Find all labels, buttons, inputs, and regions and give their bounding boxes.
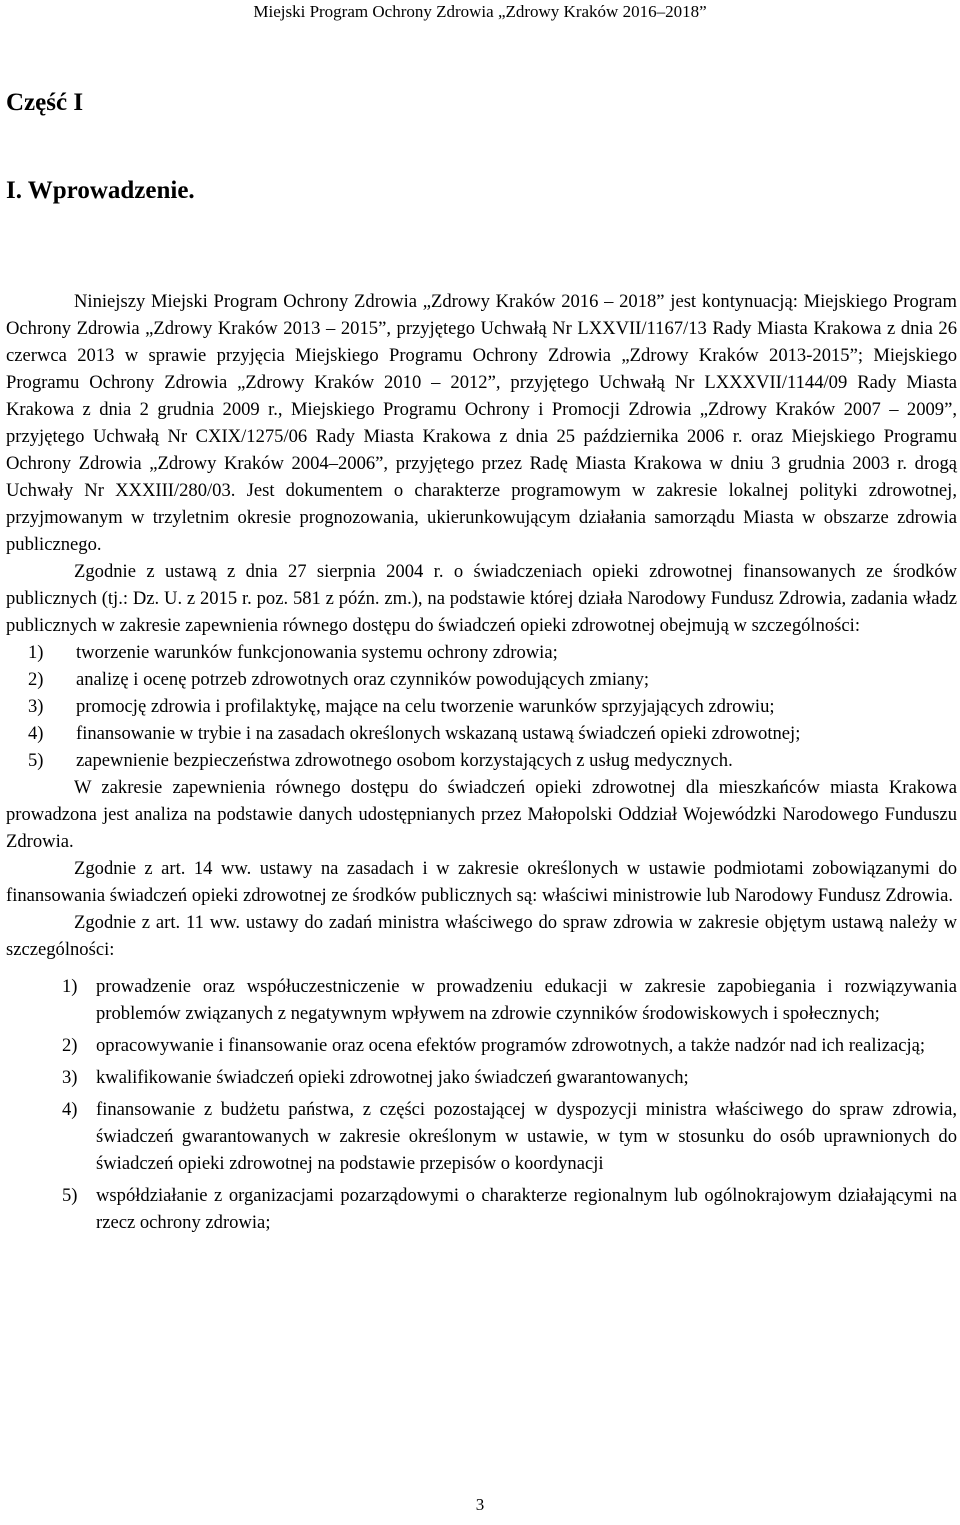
list-item-number: 1) — [62, 976, 78, 997]
list-item-text: współdziałanie z organizacjami pozarządowymi o charakterze regionalnym lub ogólnokrajowym działającymi na rzecz ochrony zdrowia; — [96, 1185, 957, 1233]
list-item-number: 1) — [28, 642, 44, 663]
list-item-number: 3) — [62, 1067, 78, 1088]
intro-paragraph-1: Niniejszy Miejski Program Ochrony Zdrowia „Zdrowy Kraków 2016 – 2018” jest kontynuacją: Miejskiego Program Ochrony Zdrowia „Zdrowy Kraków 2013 – 2015”, przyjętego Uchwałą Nr LXXVII/1167/13 Rady Miasta Krakowa z dnia 26 czerwca 2013 w sprawie przyjęcia Miejskiego Programu Ochrony Zdrowia „Zdrowy Kraków 2013-2015”; Miejskiego Programu Ochrony Zdrowia „Zdrowy Kraków 2010 – 2012”, przyjętego Uchwałą Nr LXXXVII/1144/09 Rady Miasta Krakowa z dnia 2 grudnia 2009 r., Miejskiego Programu Ochrony i Promocji Zdrowia „Zdrowy Kraków 2007 – 2009”, przyjętego Uchwałą Nr CXIX/1275/06 Rady Miasta Krakowa z dnia 25 października 2006 r. oraz Miejskiego Programu Ochrony Zdrowia „Zdrowy Kraków 2004–2006”, przyjętego przez Radę Miasta Krakowa w dniu 3 grudnia 2003 r. drogą Uchwały Nr XXXIII/280/03. Jest dokumentem o charakterze programowym w zakresie lokalnej polityki zdrowotnej, przyjmowanym w trzyletnim okresie prognozowania, ukierunkowującym działania samorządu Miasta w obszarze zdrowia publicznego. — [6, 291, 957, 555]
minister-tasks-list — [6, 973, 957, 1236]
list-item-text: analizę i ocenę potrzeb zdrowotnych oraz czynników powodujących zmiany; — [76, 669, 650, 690]
list-item-text: kwalifikowanie świadczeń opieki zdrowotnej jako świadczeń gwarantowanych; — [96, 1067, 689, 1088]
paragraph-art-11: Zgodnie z art. 11 ww. ustawy do zadań ministra właściwego do spraw zdrowia w zakresie objętym ustawą należy w szczególności: — [6, 912, 957, 960]
body-text — [6, 288, 957, 1241]
list-item — [6, 720, 957, 747]
list-item — [6, 666, 957, 693]
paragraph-art-14: Zgodnie z art. 14 ww. ustawy na zasadach i w zakresie określonych w ustawie podmiotami zobowiązanymi do finansowania świadczeń opieki zdrowotnej ze środków publicznych są: właściwi ministrowie lub Narodowy Fundusz Zdrowia. — [6, 858, 957, 906]
list-item — [6, 693, 957, 720]
list-item — [6, 1064, 957, 1091]
list-item-number: 5) — [28, 750, 44, 771]
list-item-text: opracowywanie i finansowanie oraz ocena efektów programów zdrowotnych, a także nadzór nad ich realizacją; — [96, 1035, 926, 1056]
public-authority-tasks-list — [6, 639, 957, 774]
list-item-number: 5) — [62, 1185, 78, 1206]
list-item-number: 3) — [28, 696, 44, 717]
list-item-text: finansowanie z budżetu państwa, z części pozostającej w dyspozycji ministra właściwego do spraw zdrowia, świadczeń gwarantowanych w zakresie określonym w ustawie, w tym w stosunku do osób uprawnionych do świadczeń opieki zdrowotnej na podstawie przepisów o koordynacji — [96, 1099, 957, 1174]
list-item — [6, 639, 957, 666]
paragraph-equal-access: W zakresie zapewnienia równego dostępu do świadczeń opieki zdrowotnej dla mieszkańców miasta Krakowa prowadzona jest analiza na podstawie danych udostępnianych przez Małopolski Oddział Wojewódzki Narodowego Funduszu Zdrowia. — [6, 777, 957, 852]
list-item — [6, 1182, 957, 1236]
list-item-text: promocję zdrowia i profilaktykę, mające na celu tworzenie warunków sprzyjających zdrowiu; — [76, 696, 775, 717]
list-item-text: zapewnienie bezpieczeństwa zdrowotnego osobom korzystających z usług medycznych. — [76, 750, 733, 771]
list-item — [6, 747, 957, 774]
page-number: 3 — [475, 1495, 485, 1514]
section-heading: I. Wprowadzenie. — [6, 177, 195, 204]
list-item-number: 2) — [28, 669, 44, 690]
list-item — [6, 1032, 957, 1059]
list-item-text: finansowanie w trybie i na zasadach określonych wskazaną ustawą świadczeń opieki zdrowotnej; — [76, 723, 801, 744]
list-item-text: tworzenie warunków funkcjonowania systemu ochrony zdrowia; — [76, 642, 558, 663]
list-item — [6, 973, 957, 1027]
list-item-text: prowadzenie oraz współuczestniczenie w prowadzeniu edukacji w zakresie zapobiegania i rozwiązywania problemów związanych z negatywnym wpływem na zdrowie czynników środowiskowych i społecznych; — [96, 976, 957, 1024]
list-item-number: 2) — [62, 1035, 78, 1056]
intro-paragraph-2: Zgodnie z ustawą z dnia 27 sierpnia 2004 r. o świadczeniach opieki zdrowotnej finansowanych ze środków publicznych (tj.: Dz. U. z 2015 r. poz. 581 z późn. zm.), na podstawie której działa Narodowy Fundusz Zdrowia, zadania władz publicznych w zakresie zapewnienia równego dostępu do świadczeń opieki zdrowotnej obejmują w szczególności: — [6, 561, 957, 636]
running-header: Miejski Program Ochrony Zdrowia „Zdrowy Kraków 2016–2018” — [253, 2, 707, 21]
list-item — [6, 1096, 957, 1177]
part-heading: Część I — [6, 89, 84, 116]
list-item-number: 4) — [62, 1099, 78, 1120]
list-item-number: 4) — [28, 723, 44, 744]
